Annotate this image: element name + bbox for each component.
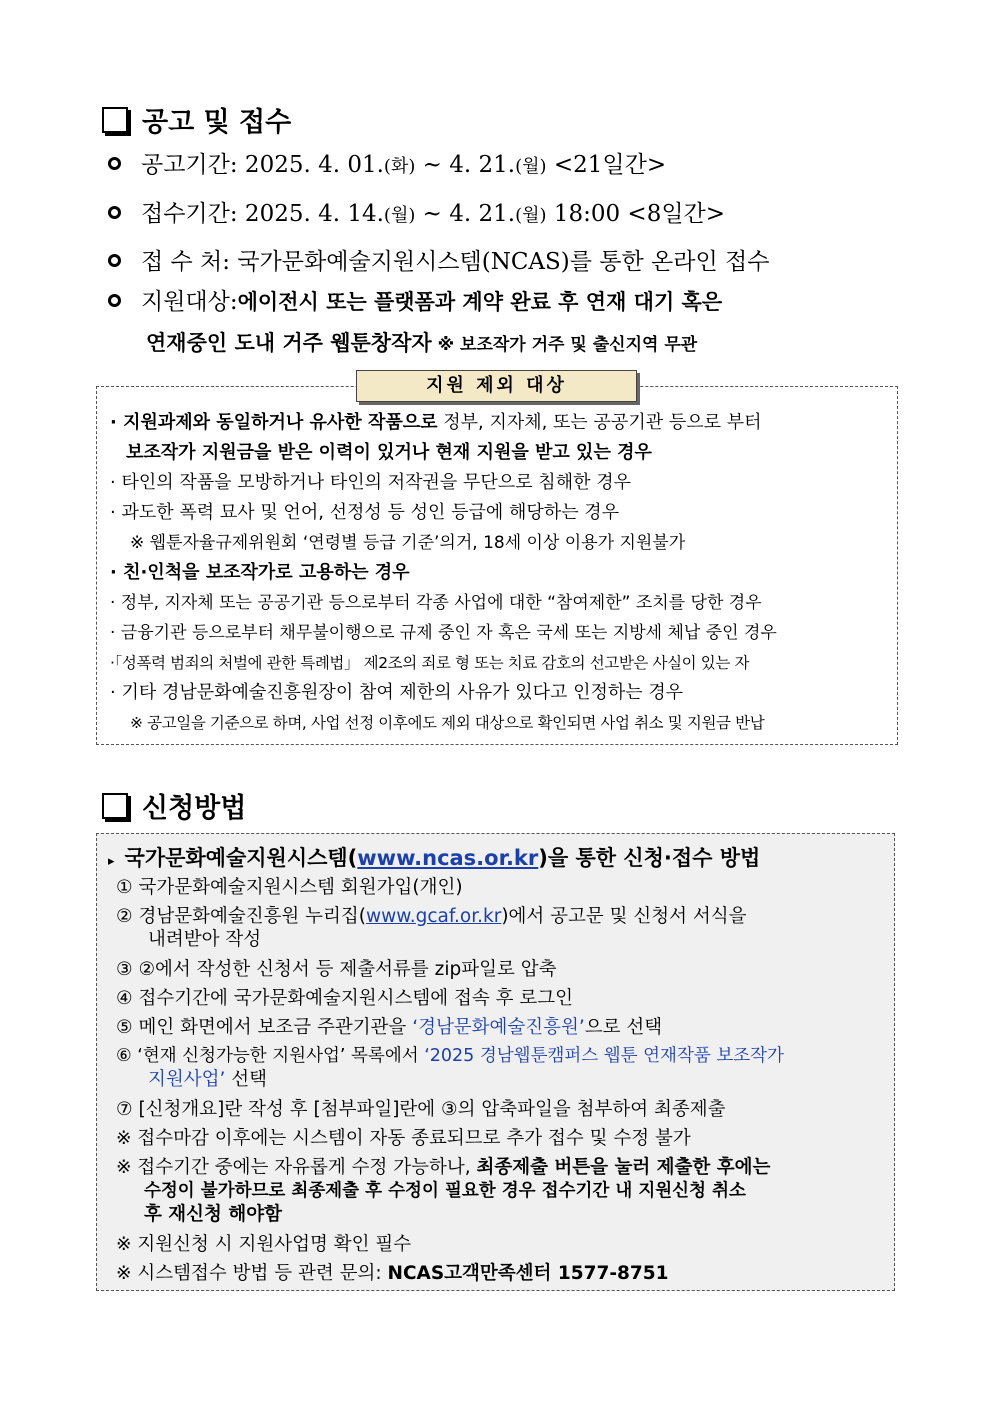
method-heading-post: )을 통한 신청·접수 방법 xyxy=(538,846,761,870)
exclusion-line-8: · 금융기관 등으로부터 채무불이행으로 규제 중인 자 혹은 국세 또는 지방세 체납 중인 경우 xyxy=(110,623,777,643)
section-title-text: 공고 및 접수 xyxy=(142,107,292,138)
contact-center: NCAS고객만족센터 1577-8751 xyxy=(387,1263,669,1284)
note-2 xyxy=(116,1156,770,1179)
exclusion-line-7: · 정부, 지자체 또는 공공기관 등으로부터 각종 사업에 대한 “참여제한” 조치를 당한 경우 xyxy=(110,593,762,613)
exclusion-line-4: · 과도한 폭력 묘사 및 언어, 선정성 등 성인 등급에 해당하는 경우 xyxy=(110,502,620,523)
checkbox-square-icon xyxy=(102,107,128,133)
step-6-pre: ⑥ ‘현재 신청가능한 지원사업’ 목록에서 xyxy=(116,1046,425,1066)
receipt-place xyxy=(108,245,769,279)
triangle-bullet-icon: ▸ xyxy=(108,854,115,869)
eligibility-note: ※ 보조작가 거주 및 출신지역 무관 xyxy=(431,335,698,355)
note-4-pre: ※ 시스템접수 방법 등 관련 문의: xyxy=(116,1263,388,1284)
circle-bullet-icon xyxy=(108,254,121,267)
step-2 xyxy=(116,905,747,928)
eligibility xyxy=(108,285,722,319)
announcement-period xyxy=(108,148,666,184)
ncas-link[interactable]: www.ncas.or.kr xyxy=(357,846,539,870)
note-2-pre: ※ 접수기간 중에는 자유롭게 수정 가능하나, xyxy=(116,1157,477,1178)
exclusion-line-1-bold: · 지원과제와 동일하거나 유사한 작품으로 xyxy=(110,412,438,433)
period-tail: <21일간> xyxy=(546,152,667,178)
receipt-place-text: 접 수 처: 국가문화예술지원시스템(NCAS)를 통한 온라인 접수 xyxy=(141,249,770,275)
step-5-post: 으로 선택 xyxy=(584,1017,663,1038)
receipt-day1: (월) xyxy=(383,205,416,226)
step-2-cont: 내려받아 작성 xyxy=(148,929,262,950)
eligibility-bold-2: 연재중인 도내 거주 웹툰창작자 xyxy=(146,331,432,355)
period-label: 공고기간: 2025. 4. 01. xyxy=(141,152,384,178)
method-heading xyxy=(108,844,760,876)
exclusion-line-10: · 기타 경남문화예술진흥원장이 참여 제한의 사유가 있다고 인정하는 경우 xyxy=(110,682,684,703)
section-title-text: 신청방법 xyxy=(142,793,247,824)
exclusion-line-1 xyxy=(110,412,761,434)
exclusion-line-9: ·「성폭력 범죄의 처벌에 관한 특례법」 제2조의 죄로 형 또는 치료 감호의 선고받은 사실이 있는 자 xyxy=(110,654,750,672)
section-title-announcement xyxy=(102,100,291,139)
receipt-mid: ~ 4. 21. xyxy=(415,201,516,227)
section-title-method xyxy=(102,786,246,825)
receipt-day2: (월) xyxy=(515,205,547,226)
receipt-period xyxy=(108,197,725,233)
step-6-program-cont: 지원사업’ xyxy=(148,1069,226,1090)
circle-bullet-icon xyxy=(108,294,121,307)
period-day1: (화) xyxy=(383,156,416,177)
step-1: ① 국가문화예술지원시스템 회원가입(개인) xyxy=(116,877,463,898)
step-5-org: ‘경남문화예술진흥원’ xyxy=(412,1017,585,1038)
eligibility-line-2 xyxy=(146,326,697,362)
step-5 xyxy=(116,1016,662,1039)
exclusion-line-11: ※ 공고일을 기준으로 하며, 사업 선정 이후에도 제외 대상으로 확인되면 사업 취소 및 지원금 반납 xyxy=(130,714,765,732)
exclusion-line-1-rest: 정부, 지자체, 또는 공공기관 등으로 부터 xyxy=(437,412,762,433)
step-6-cont xyxy=(148,1068,267,1091)
gcaf-link[interactable]: www.gcaf.or.kr xyxy=(366,906,502,927)
note-2-line-3: 후 재신청 해야함 xyxy=(144,1204,282,1225)
period-mid: ~ 4. 21. xyxy=(415,152,516,178)
exclusion-line-6: · 친·인척을 보조작가로 고용하는 경우 xyxy=(110,562,410,583)
exclusion-header: 지원 제외 대상 xyxy=(356,370,637,402)
note-3: ※ 지원신청 시 지원사업명 확인 필수 xyxy=(116,1234,412,1255)
step-3: ③ ②에서 작성한 신청서 등 제출서류를 zip파일로 압축 xyxy=(116,959,557,980)
checkbox-square-icon xyxy=(102,793,128,819)
step-6 xyxy=(116,1045,784,1068)
step-2-pre: ② 경남문화예술진흥원 누리집( xyxy=(116,906,367,927)
eligibility-label: 지원대상: xyxy=(141,289,238,315)
period-day2: (월) xyxy=(515,156,547,177)
exclusion-line-3: · 타인의 작품을 모방하거나 타인의 저작권을 무단으로 침해한 경우 xyxy=(110,472,631,493)
exclusion-line-5: ※ 웹툰자율규제위원회 ‘연령별 등급 기준’의거, 18세 이상 이용가 지원불가 xyxy=(130,533,686,553)
circle-bullet-icon xyxy=(108,206,121,219)
eligibility-bold-1: 에이전시 또는 플랫폼과 계약 완료 후 연재 대기 혹은 xyxy=(237,290,723,314)
step-4: ④ 접수기간에 국가문화예술지원시스템에 접속 후 로그인 xyxy=(116,988,574,1009)
method-heading-pre: 국가문화예술지원시스템( xyxy=(124,846,358,870)
receipt-tail: 18:00 <8일간> xyxy=(546,201,726,227)
exclusion-line-2: 보조작가 지원금을 받은 이력이 있거나 현재 지원을 받고 있는 경우 xyxy=(126,442,652,463)
receipt-label: 접수기간: 2025. 4. 14. xyxy=(141,201,384,227)
step-2-post: )에서 공고문 및 신청서 서식을 xyxy=(501,906,747,927)
circle-bullet-icon xyxy=(108,157,121,170)
note-2-line-2: 수정이 불가하므로 최종제출 후 수정이 필요한 경우 접수기간 내 지원신청 취소 xyxy=(144,1181,746,1201)
step-6-program: ‘2025 경남웹툰캠퍼스 웹툰 연재작품 보조작가 xyxy=(424,1046,784,1066)
step-7: ⑦ [신청개요]란 작성 후 [첨부파일]란에 ③의 압축파일을 첨부하여 최종제출 xyxy=(116,1099,726,1120)
note-1: ※ 접수마감 이후에는 시스템이 자동 종료되므로 추가 접수 및 수정 불가 xyxy=(116,1128,691,1149)
note-2-bold: 최종제출 버튼을 눌러 제출한 후에는 xyxy=(476,1157,771,1178)
note-4 xyxy=(116,1262,669,1285)
step-5-pre: ⑤ 메인 화면에서 보조금 주관기관을 xyxy=(116,1017,413,1038)
step-6-select: 선택 xyxy=(225,1069,267,1090)
